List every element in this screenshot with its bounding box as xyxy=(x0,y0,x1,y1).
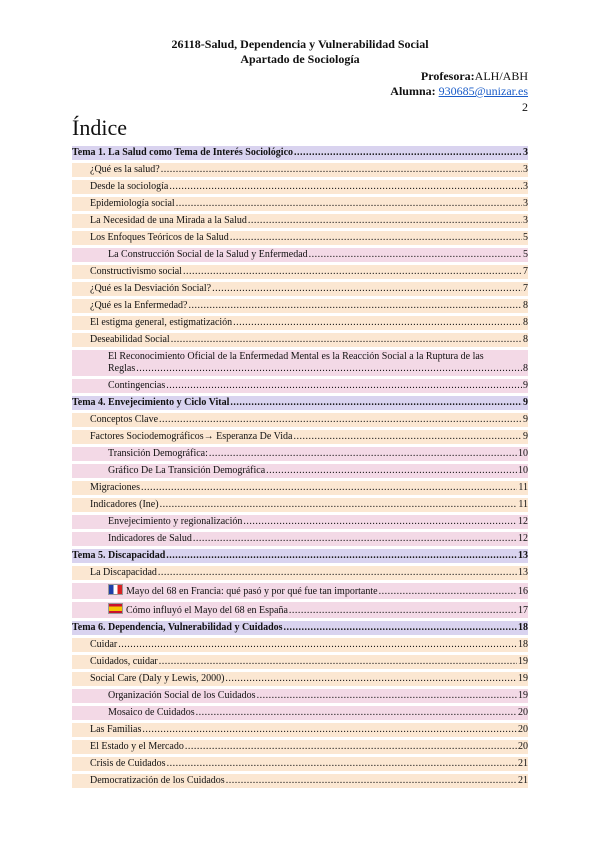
toc-entry-text: La Discapacidad xyxy=(90,567,157,578)
toc-leader-dots xyxy=(166,550,517,562)
toc-entry[interactable] xyxy=(72,498,528,512)
toc-entry-label xyxy=(72,622,283,634)
toc-entry-text: Democratización de los Cuidados xyxy=(90,775,225,786)
toc-page-number: 19 xyxy=(518,656,528,667)
toc-page-number: 20 xyxy=(518,724,528,735)
toc-page-number: 3 xyxy=(523,147,528,158)
toc-entry-label xyxy=(90,181,168,193)
toc-entry-text: La Construcción Social de la Salud y Enfermedad xyxy=(108,249,308,260)
toc-entry-text: Desde la sociología xyxy=(90,181,169,192)
page-number: 2 xyxy=(522,100,528,114)
toc-leader-dots xyxy=(243,516,517,528)
toc-entry-label xyxy=(108,584,378,598)
toc-leader-dots xyxy=(167,758,517,770)
toc-leader-dots xyxy=(142,724,517,736)
toc-entry[interactable] xyxy=(72,481,528,495)
toc-leader-dots xyxy=(293,431,522,443)
student-email-link[interactable]: 930685@unizar.es xyxy=(438,84,528,98)
course-title: 26118-Salud, Dependencia y Vulnerabilidad Social xyxy=(171,37,429,51)
toc-entry[interactable] xyxy=(72,265,528,279)
toc-entry[interactable] xyxy=(72,689,528,703)
toc-entry-label xyxy=(108,465,265,477)
toc-entry[interactable] xyxy=(72,706,528,720)
toc-entry-text: Contingencias xyxy=(108,380,166,391)
toc-entry-label xyxy=(90,164,160,176)
toc-page-number: 3 xyxy=(523,198,528,209)
toc-leader-dots xyxy=(159,656,517,668)
toc-leader-dots xyxy=(284,622,517,634)
toc-page-number: 10 xyxy=(518,465,528,476)
toc-entry[interactable] xyxy=(72,740,528,754)
toc-page-number: 16 xyxy=(518,586,528,597)
toc-entry-label xyxy=(90,431,292,443)
toc-entry[interactable] xyxy=(72,299,528,313)
toc-entry-text: Tema 5. Discapacidad xyxy=(72,550,166,561)
toc-entry-label xyxy=(90,198,175,210)
toc-entry-text: Gráfico De La Transición Demográfica xyxy=(108,465,266,476)
toc-page-number: 20 xyxy=(518,741,528,752)
toc-entry[interactable] xyxy=(72,197,528,211)
toc-leader-dots xyxy=(248,215,522,227)
toc-page-number: 11 xyxy=(518,482,528,493)
toc-entry[interactable] xyxy=(72,515,528,529)
toc-leader-dots xyxy=(289,605,517,617)
toc-entry-label xyxy=(90,414,158,426)
toc-entry[interactable] xyxy=(72,248,528,262)
toc-page-number: 7 xyxy=(523,266,528,277)
toc-page-number: 11 xyxy=(518,499,528,510)
toc-entry-text: Cuidados, cuidar xyxy=(90,656,158,667)
toc-entry-text: Tema 1. La Salud como Tema de Interés Sociológico xyxy=(72,147,294,158)
toc-entry-text: El Reconocimiento Oficial de la Enfermedad Mental es la Reacción Social a la Ruptura de las xyxy=(108,351,484,362)
toc-entry-text: Las Familias xyxy=(90,724,142,735)
index-title: Índice xyxy=(72,115,127,140)
toc-entry-label xyxy=(108,533,192,545)
toc-page-number: 12 xyxy=(518,533,528,544)
toc-entry[interactable] xyxy=(72,413,528,427)
toc-entry-text-cont: Reglas xyxy=(108,363,136,374)
spain-flag-icon xyxy=(108,603,123,614)
toc-page-number: 21 xyxy=(518,758,528,769)
toc-entry[interactable] xyxy=(72,146,528,160)
toc-page-number: 18 xyxy=(518,639,528,650)
toc-entry[interactable] xyxy=(72,282,528,296)
toc-entry[interactable] xyxy=(72,447,528,461)
toc-entry-label xyxy=(90,775,225,787)
toc-entry-text: Constructivismo social xyxy=(90,266,182,277)
toc-entry-text: Deseabilidad Social xyxy=(90,334,170,345)
toc-leader-dots xyxy=(230,397,522,409)
toc-entry[interactable] xyxy=(72,774,528,788)
toc-entry-text: Crisis de Cuidados xyxy=(90,758,166,769)
toc-leader-dots xyxy=(141,482,517,494)
toc-leader-dots xyxy=(171,334,522,346)
professor-label: Profesora: xyxy=(420,69,475,83)
toc-page-number: 9 xyxy=(523,431,528,442)
toc-entry[interactable] xyxy=(72,396,528,410)
toc-entry-text: ¿Qué es la Desviación Social? xyxy=(90,283,212,294)
toc-entry-label xyxy=(90,656,158,668)
toc-page-number: 9 xyxy=(523,380,528,391)
toc-entry-label xyxy=(72,397,229,409)
toc-entry[interactable] xyxy=(72,723,528,737)
toc-leader-dots xyxy=(193,533,517,545)
toc-entry-label xyxy=(90,724,141,736)
toc-entry-text: Cuidar xyxy=(90,639,118,650)
toc-page-number: 20 xyxy=(518,707,528,718)
toc-entry[interactable] xyxy=(72,532,528,546)
toc-entry-label xyxy=(108,448,208,460)
toc-leader-dots xyxy=(266,465,517,477)
toc-leader-dots xyxy=(309,249,522,261)
toc-entry-label xyxy=(108,690,256,702)
toc-entry-text: Conceptos Clave xyxy=(90,414,159,425)
toc-page-number: 8 xyxy=(523,334,528,345)
toc-entry-text: Factores Sociodemográficos→ Esperanza De Vida xyxy=(90,431,293,442)
toc-entry-text: Epidemiología social xyxy=(90,198,175,209)
toc-entry-text: Indicadores de Salud xyxy=(108,533,192,544)
toc-leader-dots xyxy=(159,414,522,426)
toc-entry-text: Organización Social de los Cuidados xyxy=(108,690,256,701)
toc-leader-dots xyxy=(160,499,518,511)
toc-page-number: 12 xyxy=(518,516,528,527)
toc-page-number: 17 xyxy=(518,605,528,616)
toc-entry-label xyxy=(90,283,211,295)
toc-entry-text: La Necesidad de una Mirada a la Salud xyxy=(90,215,247,226)
toc-entry-label xyxy=(72,550,165,562)
toc-leader-dots xyxy=(185,741,517,753)
toc-entry-label xyxy=(90,741,184,753)
toc-entry-text: Cómo influyó el Mayo del 68 en España xyxy=(126,605,288,616)
toc-page-number: 10 xyxy=(518,448,528,459)
toc-page-number: 13 xyxy=(518,567,528,578)
toc-entry-label xyxy=(90,215,247,227)
toc-entry-label xyxy=(108,516,242,528)
toc-entry[interactable] xyxy=(72,638,528,652)
toc-leader-dots xyxy=(161,164,522,176)
toc-entry-label xyxy=(90,482,140,494)
toc-entry[interactable] xyxy=(72,180,528,194)
toc-entry-label xyxy=(90,317,232,329)
toc-leader-dots xyxy=(230,232,522,244)
toc-entry[interactable] xyxy=(72,379,528,393)
toc-entry-text: Transición Demográfica: xyxy=(108,448,208,459)
toc-entry[interactable] xyxy=(72,464,528,478)
toc-entry[interactable] xyxy=(72,655,528,669)
toc-entry-label xyxy=(108,249,308,261)
toc-entry-text: Los Enfoques Teóricos de la Salud xyxy=(90,232,229,243)
toc-leader-dots xyxy=(183,266,522,278)
toc-leader-dots xyxy=(212,283,522,295)
toc-entry-label xyxy=(90,334,170,346)
toc-page-number: 3 xyxy=(523,164,528,175)
table-of-contents xyxy=(72,146,528,791)
toc-entry[interactable] xyxy=(72,602,528,618)
toc-page-number: 9 xyxy=(523,397,528,408)
toc-leader-dots xyxy=(226,775,517,787)
toc-entry[interactable] xyxy=(72,672,528,686)
toc-leader-dots xyxy=(188,300,522,312)
toc-entry-label xyxy=(90,499,159,511)
toc-leader-dots xyxy=(379,586,517,598)
toc-page-number: 21 xyxy=(518,775,528,786)
toc-entry-label xyxy=(90,758,166,770)
toc-entry[interactable] xyxy=(72,316,528,330)
toc-page-number: 7 xyxy=(523,283,528,294)
toc-leader-dots xyxy=(257,690,517,702)
toc-entry[interactable] xyxy=(72,583,528,599)
student-line xyxy=(390,84,528,99)
section-title: Apartado de Sociología xyxy=(240,52,360,66)
toc-entry[interactable] xyxy=(72,757,528,771)
toc-entry-text: Social Care (Daly y Lewis, 2000) xyxy=(90,673,225,684)
toc-leader-dots xyxy=(196,707,517,719)
toc-page-number: 8 xyxy=(523,317,528,328)
toc-entry[interactable] xyxy=(72,214,528,228)
toc-entry-text: El estigma general, estigmatización xyxy=(90,317,233,328)
toc-page-number: 13 xyxy=(518,550,528,561)
toc-entry[interactable] xyxy=(72,566,528,580)
toc-entry-label xyxy=(108,603,288,617)
toc-leader-dots xyxy=(294,147,522,159)
toc-entry[interactable] xyxy=(72,430,528,444)
toc-entry-text: El Estado y el Mercado xyxy=(90,741,184,752)
toc-entry[interactable] xyxy=(72,333,528,347)
toc-page-number: 19 xyxy=(518,673,528,684)
toc-entry-label xyxy=(90,673,224,685)
toc-entry-text: Mayo del 68 en Francia: qué pasó y por qué fue tan importante xyxy=(126,586,378,597)
toc-entry-text: Envejecimiento y regionalización xyxy=(108,516,243,527)
toc-entry[interactable] xyxy=(72,163,528,177)
toc-page-number: 3 xyxy=(523,215,528,226)
toc-entry-label xyxy=(90,300,187,312)
toc-leader-dots xyxy=(136,363,522,375)
toc-entry-text: Tema 6. Dependencia, Vulnerabilidad y Cuidados xyxy=(72,622,283,633)
student-label: Alumna: xyxy=(390,84,436,98)
toc-leader-dots xyxy=(169,181,522,193)
toc-entry-label xyxy=(108,707,195,719)
toc-page-number: 5 xyxy=(523,232,528,243)
toc-entry-text: Indicadores (Ine) xyxy=(90,499,159,510)
toc-page-number: 3 xyxy=(523,181,528,192)
toc-page-number: 19 xyxy=(518,690,528,701)
toc-entry-label xyxy=(90,266,182,278)
toc-entry-label xyxy=(72,147,293,159)
toc-entry-label xyxy=(90,232,229,244)
toc-leader-dots xyxy=(118,639,517,651)
toc-page-number: 9 xyxy=(523,414,528,425)
toc-leader-dots xyxy=(166,380,522,392)
toc-entry-label xyxy=(108,380,165,392)
toc-leader-dots xyxy=(225,673,517,685)
toc-leader-dots xyxy=(233,317,522,329)
toc-page-number: 18 xyxy=(518,622,528,633)
toc-entry-label xyxy=(90,567,157,579)
toc-entry[interactable] xyxy=(72,549,528,563)
france-flag-icon xyxy=(108,584,123,595)
toc-entry-text: ¿Qué es la salud? xyxy=(90,164,160,175)
toc-entry-text: Tema 4. Envejecimiento y Ciclo Vital xyxy=(72,397,230,408)
professor-line xyxy=(421,69,528,84)
toc-page-number: 8 xyxy=(523,300,528,311)
professor-value: ALH/ABH xyxy=(474,69,528,83)
toc-page-number: 8 xyxy=(523,363,528,374)
toc-entry-text: ¿Qué es la Enfermedad? xyxy=(90,300,188,311)
toc-leader-dots xyxy=(158,567,517,579)
toc-leader-dots xyxy=(176,198,522,210)
toc-leader-dots xyxy=(209,448,517,460)
toc-entry-text: Mosaico de Cuidados xyxy=(108,707,195,718)
toc-entry[interactable] xyxy=(72,621,528,635)
toc-page-number: 5 xyxy=(523,249,528,260)
toc-entry-label xyxy=(90,639,117,651)
toc-entry[interactable] xyxy=(72,231,528,245)
toc-entry-text: Migraciones xyxy=(90,482,140,493)
toc-entry[interactable] xyxy=(72,350,528,376)
